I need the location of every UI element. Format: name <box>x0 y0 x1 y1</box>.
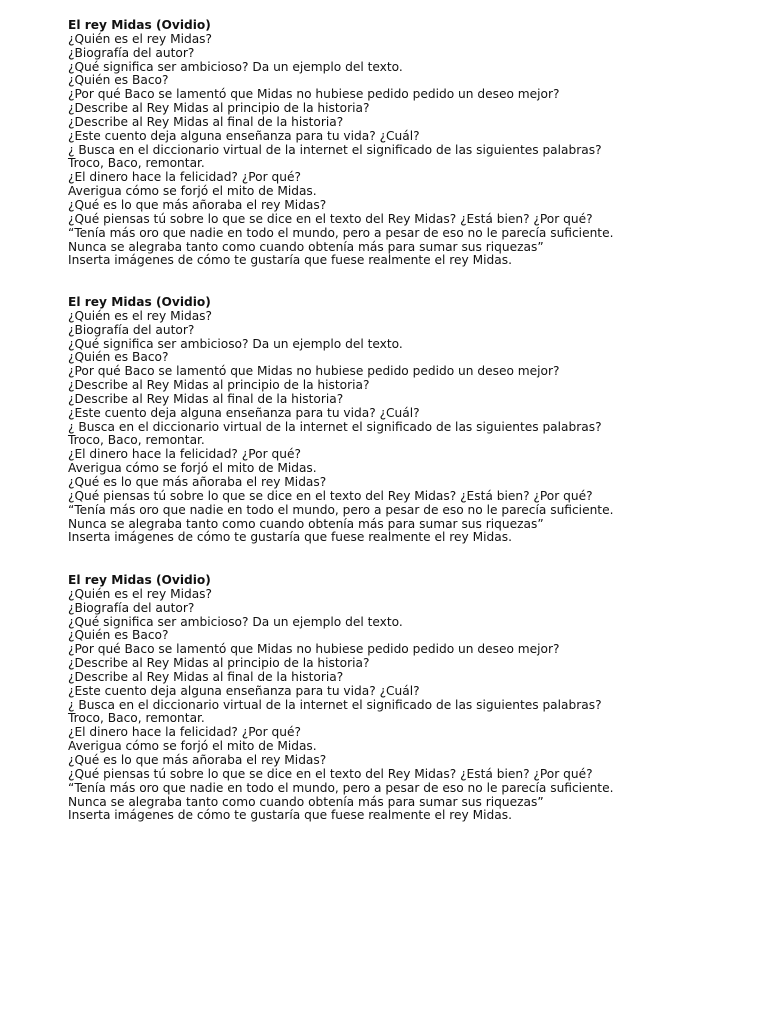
question-line: Averigua cómo se forjó el mito de Midas. <box>68 461 317 476</box>
question-line: ¿Este cuento deja alguna enseñanza para tu vida? ¿Cuál? <box>68 405 420 420</box>
question-line: Inserta imágenes de cómo te gustaría que fuese realmente el rey Midas. <box>68 253 512 268</box>
quote-line: Nunca se alegraba tanto como cuando obtenía más para sumar sus riquezas” <box>68 239 544 254</box>
question-line: ¿El dinero hace la felicidad? ¿Por qué? <box>68 170 301 185</box>
question-line: ¿Describe al Rey Midas al principio de la historia? <box>68 101 370 116</box>
question-line: ¿Este cuento deja alguna enseñanza para tu vida? ¿Cuál? <box>68 683 420 698</box>
question-line: ¿Qué es lo que más añoraba el rey Midas? <box>68 197 327 212</box>
question-line: ¿ Busca en el diccionario virtual de la internet el significado de las siguientes palabras? <box>68 142 602 157</box>
question-line: ¿Qué es lo que más añoraba el rey Midas? <box>68 752 327 767</box>
question-line: ¿Describe al Rey Midas al final de la historia? <box>68 669 344 684</box>
question-line: ¿Qué piensas tú sobre lo que se dice en el texto del Rey Midas? ¿Está bien? ¿Por qué? <box>68 766 593 781</box>
question-line: ¿Este cuento deja alguna enseñanza para tu vida? ¿Cuál? <box>68 128 420 143</box>
question-line: ¿Describe al Rey Midas al principio de la historia? <box>68 656 370 671</box>
question-line: ¿Qué piensas tú sobre lo que se dice en el texto del Rey Midas? ¿Está bien? ¿Por qué? <box>68 488 593 503</box>
question-line: ¿Qué significa ser ambicioso? Da un ejemplo del texto. <box>68 336 403 351</box>
question-line: Troco, Baco, remontar. <box>68 433 205 448</box>
question-line: ¿Describe al Rey Midas al principio de la historia? <box>68 378 370 393</box>
question-line: Inserta imágenes de cómo te gustaría que fuese realmente el rey Midas. <box>68 808 512 823</box>
question-line: ¿Quién es Baco? <box>68 73 169 88</box>
question-line: ¿Quién es el rey Midas? <box>68 586 213 601</box>
question-line: Averigua cómo se forjó el mito de Midas. <box>68 739 317 754</box>
question-line: ¿Biografía del autor? <box>68 600 195 615</box>
question-line: ¿ Busca en el diccionario virtual de la internet el significado de las siguientes palabras? <box>68 419 602 434</box>
question-block-2 <box>68 296 748 545</box>
question-line: ¿Biografía del autor? <box>68 45 195 60</box>
quote-line: “Tenía más oro que nadie en todo el mundo, pero a pesar de eso no le parecía suficiente. <box>68 225 614 240</box>
question-line: ¿Por qué Baco se lamentó que Midas no hubiese pedido pedido un deseo mejor? <box>68 87 560 102</box>
question-line: Troco, Baco, remontar. <box>68 156 205 171</box>
quote-line: “Tenía más oro que nadie en todo el mundo, pero a pesar de eso no le parecía suficiente. <box>68 502 614 517</box>
question-line: ¿Quién es Baco? <box>68 628 169 643</box>
question-block-3 <box>68 574 748 823</box>
question-block-1 <box>68 19 748 268</box>
question-line: ¿Quién es Baco? <box>68 350 169 365</box>
question-line: ¿Qué es lo que más añoraba el rey Midas? <box>68 474 327 489</box>
quote-line: Nunca se alegraba tanto como cuando obtenía más para sumar sus riquezas” <box>68 794 544 809</box>
quote-line: “Tenía más oro que nadie en todo el mundo, pero a pesar de eso no le parecía suficiente. <box>68 780 614 795</box>
question-line: ¿El dinero hace la felicidad? ¿Por qué? <box>68 447 301 462</box>
question-line: ¿Describe al Rey Midas al final de la historia? <box>68 114 344 129</box>
question-line: ¿Por qué Baco se lamentó que Midas no hubiese pedido pedido un deseo mejor? <box>68 364 560 379</box>
question-line: ¿El dinero hace la felicidad? ¿Por qué? <box>68 725 301 740</box>
question-line: ¿Describe al Rey Midas al final de la historia? <box>68 391 344 406</box>
question-line: ¿Quién es el rey Midas? <box>68 31 213 46</box>
block-title: El rey Midas (Ovidio) <box>68 18 211 32</box>
question-line: ¿Qué significa ser ambicioso? Da un ejemplo del texto. <box>68 614 403 629</box>
question-line: ¿Biografía del autor? <box>68 322 195 337</box>
question-line: ¿ Busca en el diccionario virtual de la internet el significado de las siguientes palabras? <box>68 697 602 712</box>
block-title: El rey Midas (Ovidio) <box>68 295 211 309</box>
question-line: ¿Quién es el rey Midas? <box>68 308 213 323</box>
question-line: ¿Qué piensas tú sobre lo que se dice en el texto del Rey Midas? ¿Está bien? ¿Por qué? <box>68 211 593 226</box>
question-line: Troco, Baco, remontar. <box>68 711 205 726</box>
question-line: ¿Por qué Baco se lamentó que Midas no hubiese pedido pedido un deseo mejor? <box>68 642 560 657</box>
quote-line: Nunca se alegraba tanto como cuando obtenía más para sumar sus riquezas” <box>68 516 544 531</box>
question-line: ¿Qué significa ser ambicioso? Da un ejemplo del texto. <box>68 59 403 74</box>
block-title: El rey Midas (Ovidio) <box>68 573 211 587</box>
question-line: Averigua cómo se forjó el mito de Midas. <box>68 184 317 199</box>
question-line: Inserta imágenes de cómo te gustaría que fuese realmente el rey Midas. <box>68 530 512 545</box>
